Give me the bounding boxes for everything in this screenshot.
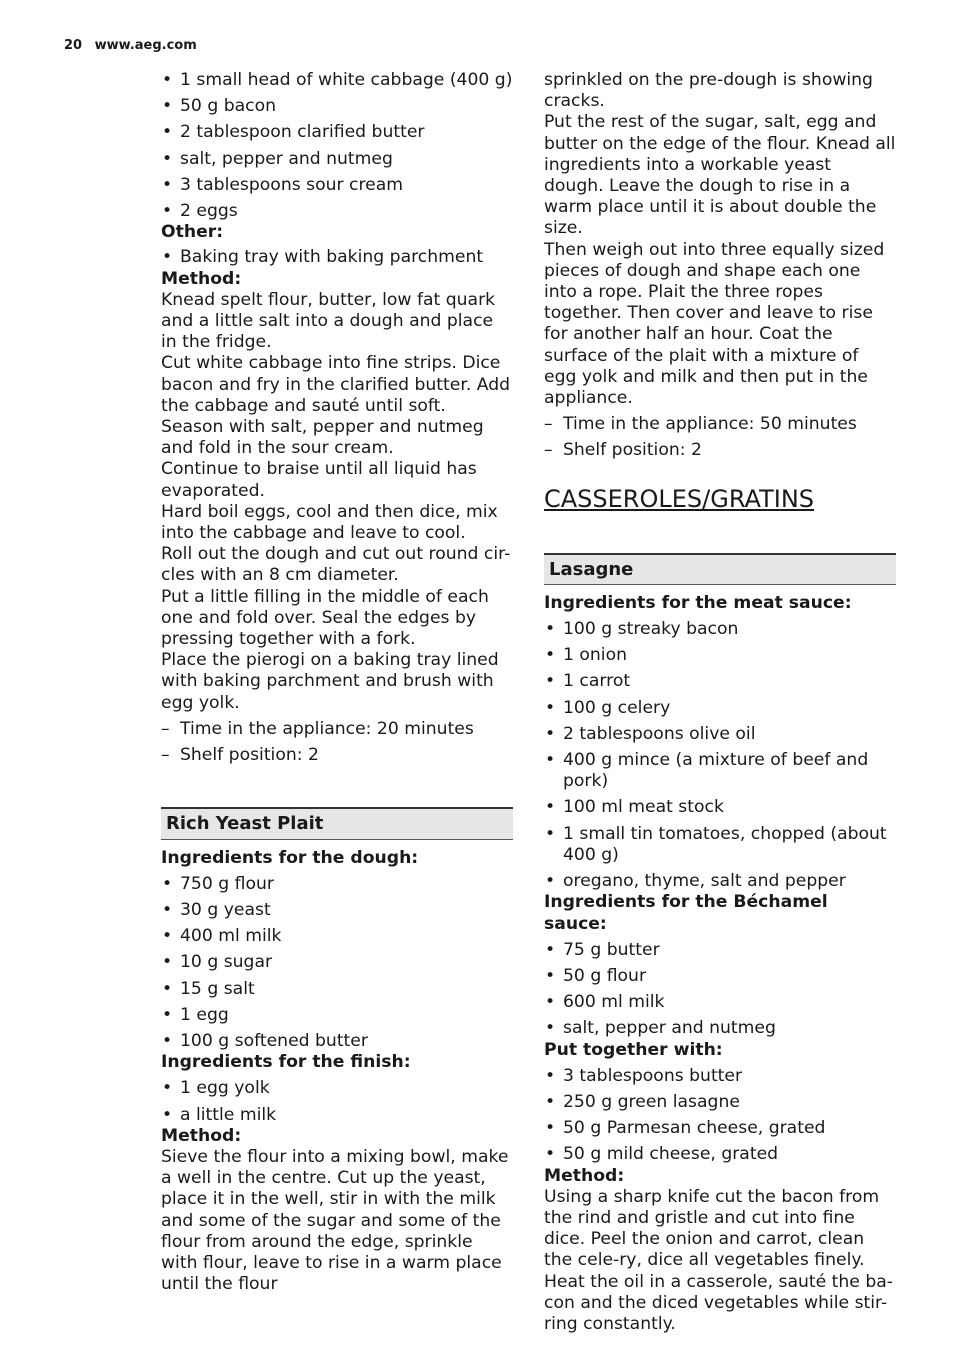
list-item: • 1 egg [161, 1005, 513, 1026]
finish-ingredients-heading: Ingredients for the finish: [161, 1052, 411, 1073]
other-heading: Other: [161, 222, 224, 243]
lasagne-method-heading: Method: [544, 1165, 625, 1186]
method-paragraph: Put a little filling in the middle of each one and fold over. Seal the edges by pressing together with a fork. [161, 586, 489, 650]
plait-method-paragraph: Then weigh out into three equally sized pieces of dough and shape each one into a rope. Plait the three ropes together. Then cover and leave to rise for another half an hour. Coat the surface of the plait with a mixture of egg yolk and milk and then put in the appliance. [544, 239, 885, 409]
list-item: • 600 ml milk [544, 992, 896, 1013]
list-item: – Shelf position: 2 [161, 745, 513, 766]
plait-method-paragraph: Sieve the flour into a mixing bowl, make a well in the centre. Cut up the yeast, place it in the well, stir in with the milk and some of the sugar and some of the flour from around the edge, sprinkle with flour, leave to rise in a warm place until the flour [161, 1146, 509, 1295]
method-paragraph: Knead spelt flour, butter, low fat quark and a little salt into a dough and place in the fridge. [161, 289, 496, 353]
list-item: • 100 ml meat stock [544, 797, 896, 818]
list-item: • 100 g celery [544, 698, 896, 719]
casseroles-gratins-heading: CASSEROLES/GRATINS [544, 484, 815, 513]
dough-ingredient-list [161, 874, 513, 1052]
list-item: • 2 tablespoon clarified butter [161, 122, 513, 143]
list-item: • oregano, thyme, salt and pepper [544, 871, 896, 892]
list-item: • 2 eggs [161, 201, 513, 222]
method-paragraph: Place the pierogi on a baking tray lined with baking parchment and brush with egg yolk. [161, 650, 499, 713]
list-item: • 10 g sugar [161, 952, 513, 973]
right-column [544, 70, 896, 1335]
method-paragraph: Cut white cabbage into fine strips. Dice bacon and fry in the clarified butter. Add the cabbage and sauté until soft. Season with salt, pepper and nutmeg and fold in the sour cream. [161, 353, 511, 459]
dough-ingredients-heading: Ingredients for the dough: [161, 847, 419, 868]
list-item: • 1 carrot [544, 671, 896, 692]
plait-method-paragraph: Put the rest of the sugar, salt, egg and butter on the edge of the flour. Knead all ingredients into a workable yeast dough. Leave the dough to rise in a warm place until it is about double the size. [544, 112, 896, 239]
list-item: • 3 tablespoons sour cream [161, 175, 513, 196]
list-item: • 50 g mild cheese, grated [544, 1144, 896, 1165]
list-item: • salt, pepper and nutmeg [544, 1018, 896, 1039]
list-item: • 250 g green lasagne [544, 1092, 896, 1113]
left-column [161, 70, 513, 1295]
list-item: • 400 ml milk [161, 926, 513, 947]
list-item: • 50 g Parmesan cheese, grated [544, 1118, 896, 1139]
list-item: • 1 onion [544, 645, 896, 666]
list-item: • 75 g butter [544, 940, 896, 961]
lasagne-title: Lasagne [544, 553, 896, 585]
list-item: • a little milk [161, 1105, 513, 1126]
bechamel-heading: Ingredients for the Béchamel sauce: [544, 892, 828, 934]
list-item: • 750 g flour [161, 874, 513, 895]
list-item: • Baking tray with baking parchment [161, 247, 513, 268]
pierogi-ingredient-list [161, 70, 513, 222]
plait-method-paragraph: sprinkled on the pre-dough is showing cracks. [544, 70, 873, 112]
meat-sauce-list [544, 619, 896, 892]
method-paragraph: Roll out the dough and cut out round cir-cles with an 8 cm diameter. [161, 544, 511, 586]
list-item: – Time in the appliance: 20 minutes [161, 719, 513, 740]
list-item: • 2 tablespoons olive oil [544, 724, 896, 745]
method-paragraph: Hard boil eggs, cool and then dice, mix into the cabbage and leave to cool. [161, 501, 498, 544]
method-paragraph: Continue to braise until all liquid has evaporated. [161, 459, 477, 501]
list-item: • 50 g flour [544, 966, 896, 987]
method-settings-list [161, 719, 513, 766]
list-item: • 100 g streaky bacon [544, 619, 896, 640]
meat-sauce-heading: Ingredients for the meat sauce: [544, 592, 852, 613]
list-item: • 1 small tin tomatoes, chopped (about 400 g) [544, 824, 896, 866]
list-item: • 100 g softened butter [161, 1031, 513, 1052]
put-together-list [544, 1066, 896, 1166]
list-item: – Shelf position: 2 [544, 440, 896, 461]
list-item: • 50 g bacon [161, 96, 513, 117]
list-item: • 1 small head of white cabbage (400 g) [161, 70, 513, 91]
list-item: • 3 tablespoons butter [544, 1066, 896, 1087]
list-item: • salt, pepper and nutmeg [161, 149, 513, 170]
other-list [161, 247, 513, 268]
finish-ingredient-list [161, 1078, 513, 1125]
lasagne-method-paragraph: Using a sharp knife cut the bacon from the rind and gristle and cut into fine dice. Peel the onion and carrot, clean the cele-ry, dice all vegetables finely. [544, 1186, 880, 1271]
list-item: • 400 g mince (a mixture of beef and pork) [544, 750, 896, 792]
list-item: • 30 g yeast [161, 900, 513, 921]
lasagne-method-paragraph: Heat the oil in a casserole, sauté the ba-con and the diced vegetables while stir-ring constantly. [544, 1271, 893, 1334]
page-header [64, 38, 197, 53]
list-item: – Time in the appliance: 50 minutes [544, 414, 896, 435]
method-heading: Method: [161, 268, 242, 289]
bechamel-list [544, 940, 896, 1040]
list-item: • 1 egg yolk [161, 1078, 513, 1099]
rich-yeast-plait-title: Rich Yeast Plait [161, 807, 513, 839]
plait-method-heading: Method: [161, 1125, 242, 1146]
list-item: • 15 g salt [161, 979, 513, 1000]
site-url[interactable]: www.aeg.com [94, 38, 197, 53]
page-number: 20 [64, 38, 83, 53]
plait-settings-list [544, 414, 896, 461]
put-together-heading: Put together with: [544, 1039, 723, 1060]
